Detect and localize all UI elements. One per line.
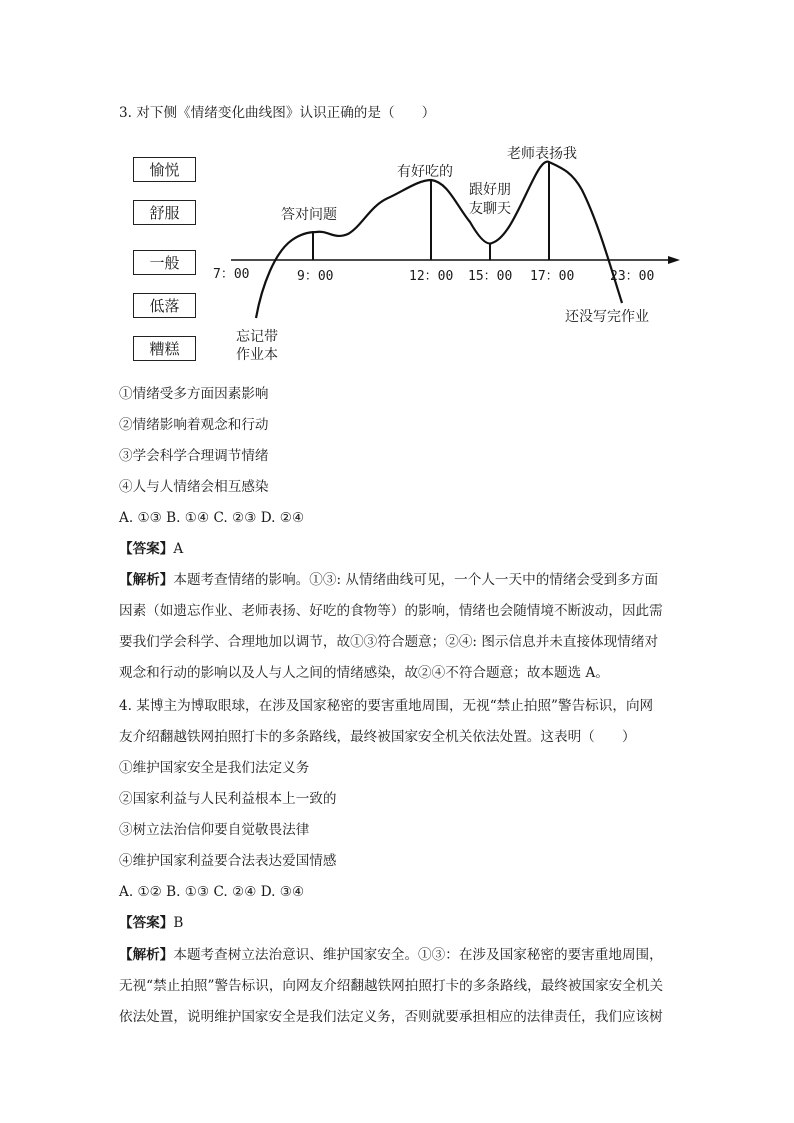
event-label-food: 有好吃的	[397, 164, 453, 180]
q3-option-1: ①情绪受多方面因素影响	[119, 386, 269, 402]
q4-analysis-line: 无视“禁止拍照”警告标识，向网友介绍翻越铁网拍照打卡的多条路线，最终被国家安全机关	[119, 978, 664, 994]
tick-label: 9：00	[297, 269, 334, 284]
event-label-praise: 老师表扬我	[507, 146, 577, 162]
q3-option-4: ④人与人情绪会相互感染	[119, 479, 269, 495]
q4-option-3: ③树立法治信仰要自觉敬畏法律	[119, 822, 310, 838]
level-box-comfortable: 舒服	[133, 200, 196, 225]
analysis-text: 本题考查情绪的影响。①③: 从情绪曲线可见，一个人一天中的情绪会受到多方面	[173, 572, 659, 588]
q4-option-1: ①维护国家安全是我们法定义务	[119, 760, 310, 776]
q3-analysis-line	[119, 571, 658, 589]
q3-choices: A. ①③ B. ①④ C. ②③ D. ②④	[119, 510, 305, 526]
answer-label: 【答案】	[119, 915, 174, 931]
tick-label: 12：00	[409, 269, 454, 284]
tick-label: 15：00	[468, 269, 513, 284]
answer-label: 【答案】	[119, 541, 174, 557]
analysis-label: 【解析】	[119, 947, 174, 963]
question-3-title: 3. 对下侧《情绪变化曲线图》认识正确的是（ ）	[119, 105, 436, 121]
level-box-terrible: 糟糕	[133, 336, 196, 361]
event-label-forgot-1: 忘记带	[236, 329, 278, 345]
analysis-label: 【解析】	[119, 572, 174, 588]
q4-option-4: ④维护国家利益要合法表达爱国情感	[119, 853, 337, 869]
q3-analysis-line: 因素（如遗忘作业、老师表扬、好吃的食物等）的影响，情绪也会随情境不断波动，因此需	[119, 603, 663, 619]
event-label-friend-1: 跟好朋	[469, 182, 511, 198]
q4-answer	[119, 914, 183, 932]
tick-label: 23：00	[610, 269, 655, 284]
axis-arrow	[668, 256, 680, 264]
answer-value: A	[173, 541, 184, 557]
q4-option-2: ②国家利益与人民利益根本上一致的	[119, 791, 337, 807]
level-box-normal: 一般	[133, 250, 196, 275]
analysis-text: 本题考查树立法治意识、维护国家安全。①③：在涉及国家秘密的要害重地周围，	[173, 947, 663, 963]
event-label-friend-2: 友聊天	[469, 201, 511, 217]
level-box-low: 低落	[133, 293, 196, 318]
q4-analysis-line: 依法处置，说明维护国家安全是我们法定义务，否则就要承担相应的法律责任，我们应该树	[119, 1009, 663, 1025]
question-4-title-line: 4. 某博主为博取眼球，在涉及国家秘密的要害重地周围，无视“禁止拍照”警告标识，向网	[119, 698, 654, 714]
q3-analysis-line: 要我们学会科学、合理地加以调节，故①③符合题意；②④: 图示信息并未直接体现情绪对	[119, 634, 659, 650]
event-label-answer: 答对问题	[281, 207, 337, 223]
q4-analysis-line	[119, 946, 663, 964]
q3-option-2: ②情绪影响着观念和行动	[119, 417, 269, 433]
emotion-curve-line	[256, 162, 622, 318]
tick-label: 7：00	[213, 267, 250, 282]
event-label-homework-unfinished: 还没写完作业	[565, 309, 649, 325]
answer-value: B	[173, 915, 184, 931]
q3-option-3: ③学会科学合理调节情绪	[119, 448, 269, 464]
q3-analysis-line: 观念和行动的影响以及人与人之间的情绪感染，故②④不符合题意；故本题选 A。	[119, 665, 609, 681]
q3-answer	[119, 540, 183, 558]
level-box-joyful: 愉悦	[133, 157, 196, 182]
q4-choices: A. ①② B. ①③ C. ②④ D. ③④	[119, 884, 305, 900]
emotion-curve-diagram	[0, 0, 794, 380]
tick-label: 17：00	[530, 269, 575, 284]
event-label-forgot-2: 作业本	[236, 347, 278, 363]
question-4-title-line: 友介绍翻越铁网拍照打卡的多条路线，最终被国家安全机关依法处置。这表明（ ）	[119, 729, 636, 745]
